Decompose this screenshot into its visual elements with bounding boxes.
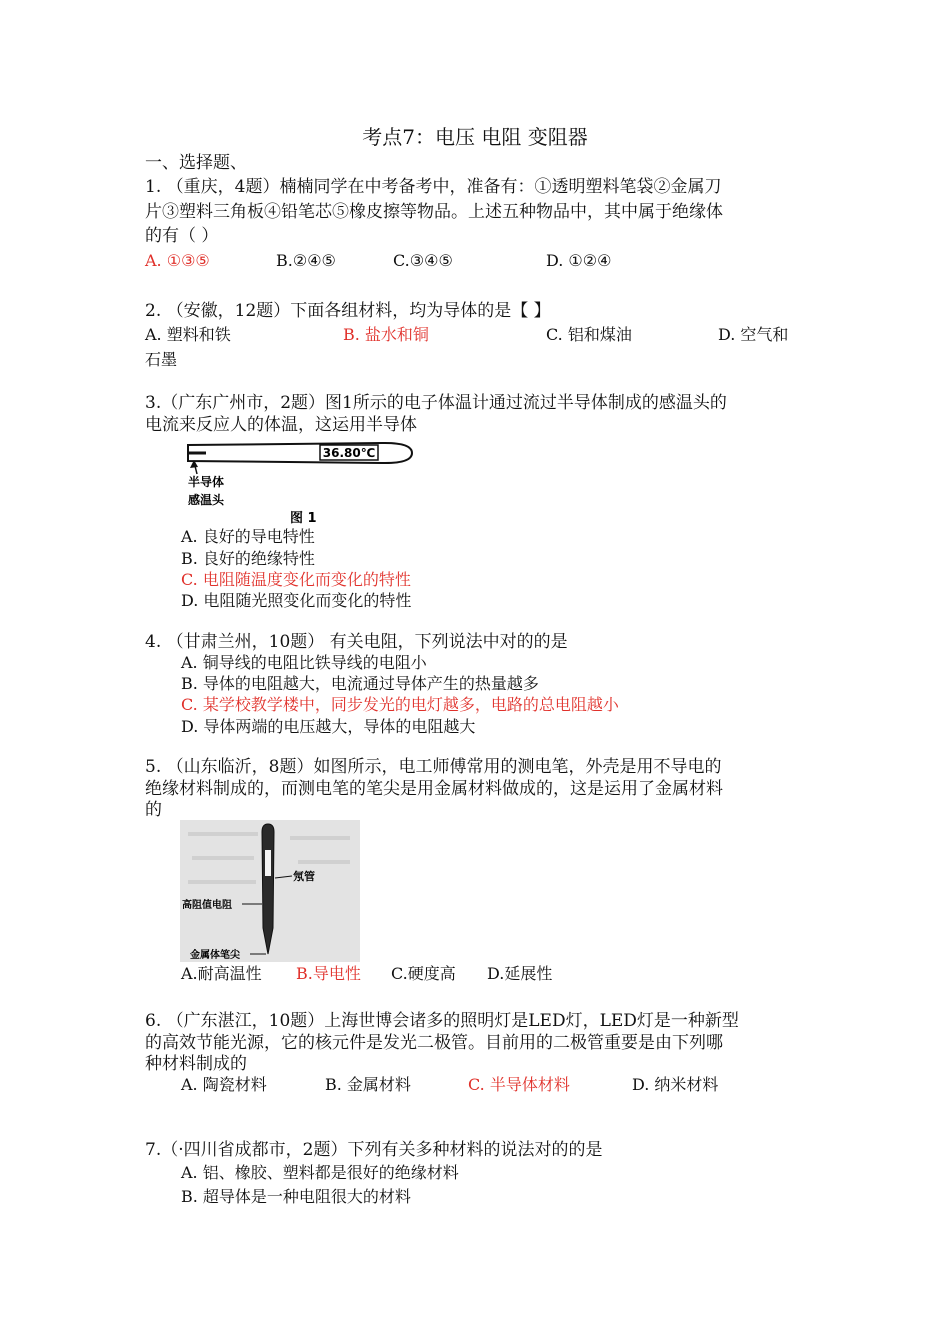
- q3-stem-line1: 3.（广东广州市，2题）图1所示的电子体温计通过流过半导体制成的感温头的: [145, 393, 727, 413]
- q7-option-a: A. 铝、橡胶、塑料都是很好的绝缘材料: [181, 1163, 459, 1182]
- q5-option-c: C.硬度高: [391, 964, 456, 983]
- q1-option-a: A. ①③⑤: [145, 251, 210, 270]
- q1-option-c: C.③④⑤: [393, 251, 453, 270]
- q4-option-a: A. 铜导线的电阻比铁导线的电阻小: [181, 653, 427, 672]
- q5-stem-line2: 绝缘材料制成的，而测电笔的笔尖是用金属材料做成的，这是运用了金属材料: [145, 779, 723, 799]
- q6-option-c: C. 半导体材料: [468, 1075, 570, 1094]
- q3-option-d: D. 电阻随光照变化而变化的特性: [181, 591, 412, 610]
- q5-stem-line3: 的: [145, 800, 162, 820]
- section-heading: 一、选择题、: [145, 153, 247, 173]
- q6-option-b: B. 金属材料: [325, 1075, 411, 1094]
- q2-option-c: C. 铝和煤油: [546, 325, 632, 344]
- q4-option-c: C. 某学校教学楼中，同步发光的电灯越多，电路的总电阻越小: [181, 695, 619, 714]
- q5-option-d: D.延展性: [487, 964, 553, 983]
- figure-caption: 图 1: [290, 511, 317, 526]
- q4-option-d: D. 导体两端的电压越大，导体的电阻越大: [181, 717, 476, 736]
- thermometer-figure: [180, 432, 430, 527]
- pen-tip-label: 金属体笔尖: [190, 950, 240, 961]
- q1-stem-line3: 的有（ ）: [145, 226, 219, 246]
- q3-option-c: C. 电阻随温度变化而变化的特性: [181, 570, 411, 589]
- q3-stem-line2: 电流来反应人的体温，这运用半导体: [145, 415, 417, 435]
- q6-option-d: D. 纳米材料: [632, 1075, 719, 1094]
- sensor-label-line2: 感温头: [188, 493, 225, 507]
- q2-option-a: A. 塑料和铁: [145, 325, 231, 344]
- q6-stem-line1: 6. （广东湛江，10题）上海世博会诸多的照明灯是LED灯，LED灯是一种新型: [145, 1011, 739, 1031]
- sensor-label-line1: 半导体: [188, 475, 225, 489]
- q2-stem: 2. （安徽，12题）下面各组材料，均为导体的是【 】: [145, 301, 551, 321]
- q6-stem-line3: 种材料制成的: [145, 1054, 247, 1074]
- neon-tube-label: 氖管: [293, 870, 315, 883]
- q2-option-d-cont: 石墨: [145, 350, 178, 369]
- q7-option-b: B. 超导体是一种电阻很大的材料: [181, 1187, 411, 1206]
- test-pen-figure: [180, 820, 360, 962]
- q1-option-d: D. ①②④: [546, 251, 612, 270]
- q3-option-b: B. 良好的绝缘特性: [181, 549, 315, 568]
- q7-stem: 7.（·四川省成都市，2题）下列有关多种材料的说法对的的是: [145, 1140, 603, 1160]
- q1-option-b: B.②④⑤: [276, 251, 336, 270]
- q6-stem-line2: 的高效节能光源，它的核元件是发光二极管。目前用的二极管重要是由下列哪: [145, 1033, 723, 1053]
- q5-option-a: A.耐高温性: [181, 964, 262, 983]
- q5-option-b: B.导电性: [296, 964, 361, 983]
- q2-option-d: D. 空气和: [718, 325, 789, 344]
- thermometer-display: 36.80℃: [322, 446, 376, 460]
- q4-option-b: B. 导体的电阻越大，电流通过导体产生的热量越多: [181, 674, 539, 693]
- q6-option-a: A. 陶瓷材料: [181, 1075, 267, 1094]
- page-title: 考点7：电压 电阻 变阻器: [362, 125, 588, 149]
- q4-stem: 4. （甘肃兰州，10题） 有关电阻，下列说法中对的的是: [145, 632, 568, 652]
- q1-stem-line1: 1. （重庆，4题）楠楠同学在中考备考中，准备有：①透明塑料笔袋②金属刀: [145, 177, 722, 197]
- q3-option-a: A. 良好的导电特性: [181, 527, 315, 546]
- q1-stem-line2: 片③塑料三角板④铅笔芯⑤橡皮擦等物品。上述五种物品中，其中属于绝缘体: [145, 202, 723, 222]
- q5-stem-line1: 5. （山东临沂，8题）如图所示，电工师傅常用的测电笔，外壳是用不导电的: [145, 757, 722, 777]
- q2-option-b: B. 盐水和铜: [343, 325, 429, 344]
- resistor-label: 高阻值电阻: [182, 900, 232, 911]
